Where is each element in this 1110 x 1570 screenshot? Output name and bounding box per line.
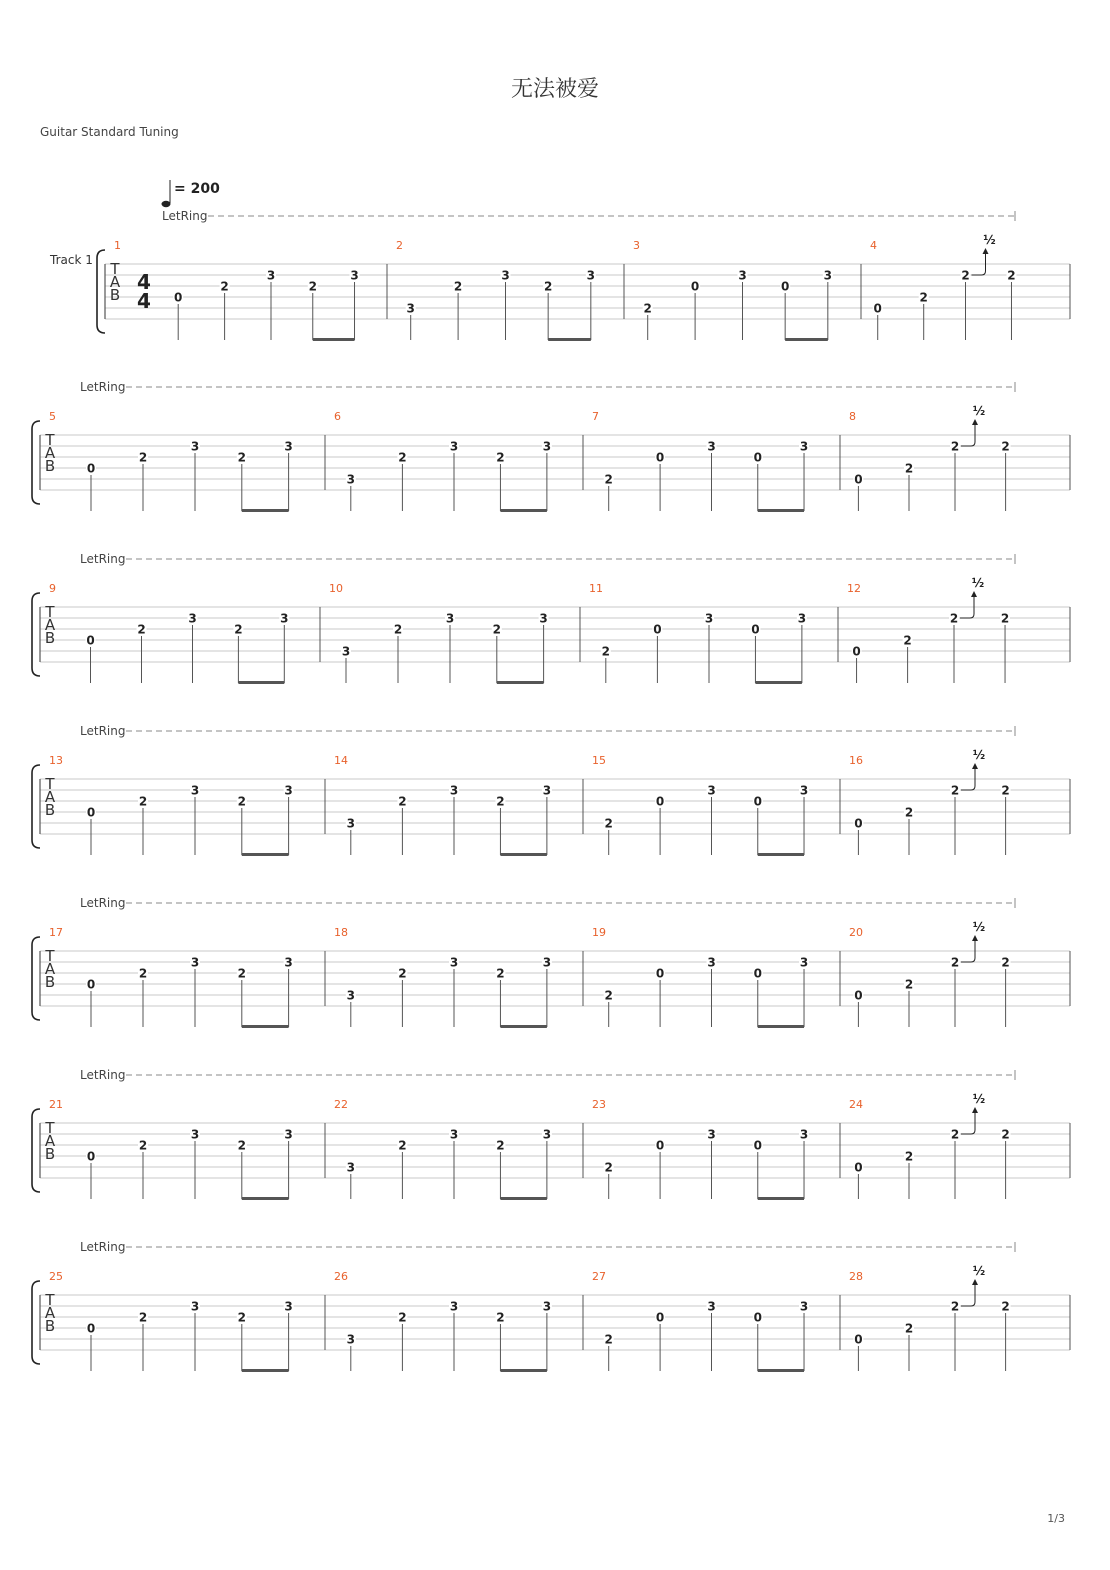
fret-number: 3 — [799, 439, 809, 454]
fret-number: 2 — [919, 290, 928, 305]
measure-number: 27 — [592, 1270, 606, 1283]
bend-amount: ½ — [972, 1092, 986, 1106]
bend-arrowhead — [983, 248, 989, 254]
let-ring-label: LetRing — [80, 552, 126, 566]
fret-number: 2 — [604, 816, 613, 831]
fret-number: 2 — [496, 450, 505, 465]
note-beam — [242, 509, 289, 512]
fret-number: 3 — [542, 783, 552, 798]
fret-number: 2 — [950, 439, 960, 454]
fret-number: 0 — [854, 472, 863, 487]
bend-curve — [961, 1282, 975, 1306]
fret-number: 3 — [799, 1127, 809, 1142]
bend-amount: ½ — [983, 233, 996, 247]
fret-number: 3 — [797, 611, 807, 626]
bend-arrowhead — [972, 1279, 978, 1285]
tempo-marking: = 200 — [174, 181, 220, 197]
measure-number: 25 — [49, 1270, 63, 1283]
fret-number: 3 — [586, 268, 595, 283]
note-beam — [758, 509, 804, 512]
fret-number: 0 — [751, 622, 760, 637]
note-beam — [548, 338, 591, 341]
measure-number: 7 — [592, 410, 599, 423]
fret-number: 0 — [690, 279, 700, 294]
bend-curve — [961, 422, 975, 446]
bend-curve — [972, 251, 986, 275]
fret-number: 0 — [780, 279, 790, 294]
note-beam — [242, 1197, 289, 1200]
let-ring-label: LetRing — [162, 209, 208, 223]
let-ring-label: LetRing — [80, 1240, 126, 1254]
note-beam — [500, 509, 546, 512]
fret-number: 3 — [190, 955, 200, 970]
fret-number: 0 — [852, 644, 861, 659]
fret-number: 2 — [950, 1127, 960, 1142]
fret-number: 2 — [950, 783, 960, 798]
measure-number: 18 — [334, 926, 348, 939]
fret-number: 3 — [346, 816, 355, 831]
fret-number: 2 — [604, 472, 613, 487]
fret-number: 0 — [854, 1160, 863, 1175]
fret-number: 3 — [449, 783, 459, 798]
song-title: 无法被爱 — [510, 77, 599, 102]
fret-number: 2 — [393, 622, 403, 637]
fret-number: 2 — [398, 966, 407, 981]
fret-number: 2 — [604, 988, 613, 1003]
tab-clef-letter: T — [110, 260, 120, 278]
note-beam — [242, 853, 289, 856]
fret-number: 2 — [543, 279, 553, 294]
note-beam — [755, 681, 801, 684]
time-signature-top: 4 — [137, 270, 151, 294]
fret-number: 2 — [904, 977, 914, 992]
measure-number: 9 — [49, 582, 56, 595]
tab-clef-letter: A — [44, 1132, 56, 1150]
let-ring-label: LetRing — [80, 1068, 126, 1082]
tab-clef-letter: A — [44, 960, 56, 978]
fret-number: 3 — [284, 439, 293, 454]
fret-number: 3 — [346, 1160, 355, 1175]
fret-number: 3 — [542, 1127, 552, 1142]
fret-number: 2 — [398, 1310, 407, 1325]
measure-number: 24 — [849, 1098, 863, 1111]
fret-number: 3 — [284, 955, 293, 970]
fret-number: 0 — [753, 1138, 762, 1153]
fret-number: 3 — [406, 301, 415, 316]
fret-number: 2 — [398, 450, 407, 465]
tab-clef-letter: B — [44, 1145, 56, 1163]
tab-clef-letter: A — [44, 444, 56, 462]
measure-number: 21 — [49, 1098, 63, 1111]
fret-number: 3 — [284, 1127, 293, 1142]
fret-number: 0 — [753, 450, 762, 465]
fret-number: 3 — [445, 611, 455, 626]
let-ring-label: LetRing — [80, 380, 126, 394]
bend-arrowhead — [972, 763, 978, 769]
tab-clef-letter: B — [44, 457, 56, 475]
measure-number: 14 — [334, 754, 348, 767]
fret-number: 0 — [655, 966, 665, 981]
fret-number: 3 — [449, 1127, 459, 1142]
measure-number: 16 — [849, 754, 863, 767]
fret-number: 3 — [284, 783, 293, 798]
fret-number: 0 — [854, 1332, 863, 1347]
tab-clef-letter: T — [45, 431, 55, 449]
fret-number: 0 — [653, 622, 662, 637]
note-beam — [242, 1369, 289, 1372]
fret-number: 2 — [643, 301, 652, 316]
system-bracket — [97, 250, 105, 333]
note-beam — [242, 1025, 289, 1028]
note-beam — [500, 853, 546, 856]
fret-number: 3 — [449, 1299, 459, 1314]
track-name: Track 1 — [50, 253, 93, 267]
fret-number: 0 — [86, 633, 95, 648]
tab-clef-letter: T — [45, 603, 55, 621]
note-beam — [758, 1369, 804, 1372]
tab-clef-letter: T — [45, 775, 55, 793]
let-ring-label: LetRing — [80, 724, 126, 738]
tab-clef-letter: A — [44, 1304, 56, 1322]
time-signature-bottom: 4 — [137, 289, 151, 313]
fret-number: 3 — [707, 439, 716, 454]
fret-number: 0 — [86, 1321, 96, 1336]
fret-number: 3 — [188, 611, 197, 626]
note-beam — [500, 1197, 546, 1200]
bend-curve — [960, 594, 974, 618]
fret-number: 2 — [398, 1138, 407, 1153]
fret-number: 0 — [753, 794, 762, 809]
fret-number: 2 — [138, 1310, 148, 1325]
fret-number: 0 — [86, 1149, 96, 1164]
fret-number: 2 — [601, 644, 610, 659]
note-beam — [238, 681, 284, 684]
measure-number: 2 — [396, 239, 403, 252]
fret-number: 3 — [738, 268, 747, 283]
tab-clef-letter: A — [44, 616, 56, 634]
tab-clef-letter: T — [45, 1291, 55, 1309]
bend-amount: ½ — [972, 920, 986, 934]
fret-number: 3 — [501, 268, 510, 283]
measure-number: 26 — [334, 1270, 348, 1283]
fret-number: 3 — [341, 644, 351, 659]
fret-number: 3 — [707, 955, 716, 970]
bend-amount: ½ — [972, 404, 986, 418]
fret-number: 2 — [237, 450, 246, 465]
measure-number: 19 — [592, 926, 606, 939]
fret-number: 3 — [707, 1127, 716, 1142]
bend-amount: ½ — [972, 748, 986, 762]
fret-number: 0 — [655, 1310, 665, 1325]
fret-number: 0 — [854, 816, 863, 831]
fret-number: 3 — [266, 268, 276, 283]
fret-number: 0 — [753, 966, 762, 981]
fret-number: 2 — [904, 461, 914, 476]
bend-arrowhead — [972, 935, 978, 941]
fret-number: 2 — [234, 622, 243, 637]
note-beam — [758, 1025, 804, 1028]
note-beam — [758, 1197, 804, 1200]
bend-amount: ½ — [972, 1264, 986, 1278]
fret-number: 2 — [237, 966, 246, 981]
tab-system — [32, 724, 1070, 856]
measure-number: 1 — [114, 239, 121, 252]
note-beam — [785, 338, 828, 341]
fret-number: 3 — [284, 1299, 293, 1314]
measure-number: 6 — [334, 410, 341, 423]
fret-number: 2 — [496, 966, 505, 981]
fret-number: 3 — [449, 955, 459, 970]
measure-number: 8 — [849, 410, 856, 423]
bend-curve — [961, 766, 975, 790]
fret-number: 2 — [138, 794, 148, 809]
tab-clef-letter: B — [44, 801, 56, 819]
tab-clef-letter: T — [45, 947, 55, 965]
tab-clef-letter: A — [109, 273, 121, 291]
fret-number: 3 — [542, 439, 552, 454]
fret-number: 3 — [449, 439, 459, 454]
fret-number: 2 — [604, 1332, 613, 1347]
tempo-note-head — [162, 201, 171, 207]
system-bracket — [32, 937, 40, 1020]
fret-number: 3 — [190, 783, 200, 798]
measure-number: 5 — [49, 410, 56, 423]
fret-number: 2 — [903, 633, 912, 648]
note-beam — [497, 681, 544, 684]
fret-number: 3 — [799, 955, 809, 970]
measure-number: 22 — [334, 1098, 348, 1111]
fret-number: 3 — [346, 988, 355, 1003]
tab-clef-letter: B — [44, 973, 56, 991]
fret-number: 2 — [1000, 611, 1010, 626]
tab-system — [49, 180, 1070, 341]
fret-number: 2 — [138, 450, 148, 465]
system-bracket — [32, 593, 40, 676]
fret-number: 3 — [539, 611, 548, 626]
fret-number: 2 — [237, 1138, 246, 1153]
let-ring-label: LetRing — [80, 896, 126, 910]
fret-number: 0 — [854, 988, 863, 1003]
bend-arrowhead — [972, 419, 978, 425]
fret-number: 3 — [350, 268, 359, 283]
fret-number: 3 — [190, 1127, 200, 1142]
fret-number: 2 — [220, 279, 229, 294]
measure-number: 13 — [49, 754, 63, 767]
fret-number: 2 — [237, 794, 246, 809]
fret-number: 2 — [237, 1310, 246, 1325]
page-number: 1/3 — [1047, 1512, 1065, 1525]
measure-number: 17 — [49, 926, 63, 939]
fret-number: 3 — [707, 1299, 716, 1314]
measure-number: 15 — [592, 754, 606, 767]
tab-clef-letter: T — [45, 1119, 55, 1137]
fret-number: 2 — [1001, 955, 1010, 970]
tab-system — [32, 1068, 1070, 1200]
fret-number: 2 — [904, 1321, 914, 1336]
fret-number: 2 — [904, 1149, 914, 1164]
fret-number: 0 — [753, 1310, 762, 1325]
bend-arrowhead — [972, 1107, 978, 1113]
measure-number: 23 — [592, 1098, 606, 1111]
fret-number: 3 — [799, 1299, 809, 1314]
bend-curve — [961, 1110, 975, 1134]
note-beam — [313, 338, 355, 341]
tab-system — [32, 552, 1070, 684]
fret-number: 2 — [138, 966, 148, 981]
fret-number: 0 — [86, 461, 96, 476]
bend-amount: ½ — [971, 576, 985, 590]
fret-number: 2 — [950, 955, 960, 970]
system-bracket — [32, 765, 40, 848]
fret-number: 2 — [308, 279, 317, 294]
fret-number: 3 — [280, 611, 289, 626]
fret-number: 0 — [174, 290, 183, 305]
fret-number: 2 — [398, 794, 407, 809]
measure-number: 10 — [329, 582, 343, 595]
note-beam — [500, 1369, 546, 1372]
fret-number: 2 — [496, 1310, 505, 1325]
bend-curve — [961, 938, 975, 962]
system-bracket — [32, 1109, 40, 1192]
fret-number: 3 — [190, 1299, 200, 1314]
tab-system — [32, 380, 1070, 512]
fret-number: 3 — [190, 439, 200, 454]
system-bracket — [32, 1281, 40, 1364]
fret-number: 2 — [496, 1138, 505, 1153]
fret-number: 2 — [496, 794, 505, 809]
note-beam — [500, 1025, 546, 1028]
fret-number: 3 — [823, 268, 832, 283]
fret-number: 3 — [704, 611, 714, 626]
fret-number: 2 — [1007, 268, 1016, 283]
fret-number: 2 — [1001, 783, 1010, 798]
fret-number: 2 — [604, 1160, 613, 1175]
fret-number: 2 — [904, 805, 914, 820]
fret-number: 0 — [655, 450, 665, 465]
fret-number: 2 — [1001, 439, 1010, 454]
fret-number: 3 — [346, 1332, 355, 1347]
fret-number: 3 — [542, 1299, 552, 1314]
tab-system — [32, 1240, 1070, 1372]
fret-number: 3 — [542, 955, 552, 970]
measure-number: 12 — [847, 582, 861, 595]
fret-number: 3 — [799, 783, 809, 798]
measure-number: 3 — [633, 239, 640, 252]
note-beam — [758, 853, 804, 856]
fret-number: 3 — [346, 472, 355, 487]
fret-number: 0 — [86, 977, 96, 992]
fret-number: 2 — [492, 622, 501, 637]
tab-clef-letter: B — [44, 1317, 56, 1335]
fret-number: 2 — [949, 611, 959, 626]
fret-number: 2 — [1001, 1127, 1010, 1142]
fret-number: 2 — [137, 622, 146, 637]
fret-number: 2 — [138, 1138, 148, 1153]
system-bracket — [32, 421, 40, 504]
bend-arrowhead — [971, 591, 977, 597]
fret-number: 2 — [1001, 1299, 1010, 1314]
fret-number: 0 — [655, 1138, 665, 1153]
tuning-label: Guitar Standard Tuning — [40, 125, 179, 139]
tab-clef-letter: A — [44, 788, 56, 806]
measure-number: 20 — [849, 926, 863, 939]
measure-number: 28 — [849, 1270, 863, 1283]
fret-number: 0 — [873, 301, 882, 316]
tab-clef-letter: B — [44, 629, 56, 647]
fret-number: 0 — [86, 805, 96, 820]
tab-clef-letter: B — [109, 286, 121, 304]
tab-system — [32, 896, 1070, 1028]
fret-number: 0 — [655, 794, 665, 809]
fret-number: 2 — [453, 279, 463, 294]
measure-number: 11 — [589, 582, 603, 595]
fret-number: 3 — [707, 783, 716, 798]
fret-number: 2 — [961, 268, 970, 283]
fret-number: 2 — [950, 1299, 960, 1314]
measure-number: 4 — [870, 239, 877, 252]
